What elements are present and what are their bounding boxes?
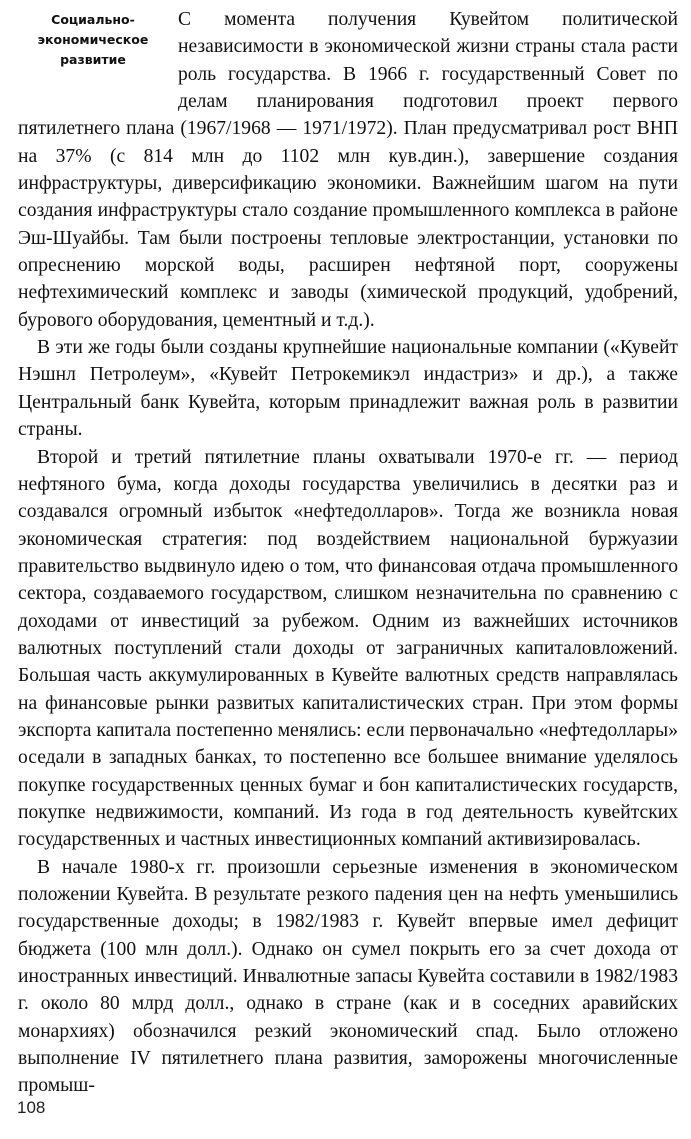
page-content xyxy=(18,6,678,1100)
body-paragraph: Второй и третий пятилетние планы охватывали 1970-е гг. — период нефтяного бума, когда доходы государства увеличились в десятки раз и создавался огромный избыток «нефтедолларов». Тогда же возникла новая экономическая стратегия: под воздействием национальной буржуазии правительство выдвинуло идею о том, что финансовая отдача промышленного сектора, создаваемого государством, слишком незначительна по сравнению с доходами от инвестиций за рубежом. Одним из важнейших источников валютных поступлений стали доходы от заграничных капиталовложений. Большая часть аккумулированных в Кувейте валютных средств направлялась на финансовые рынки развитых капиталистических стран. При этом формы экспорта капитала постепенно менялись: если первоначально «нефтедоллары» оседали в западных банках, то постепенно все большее внимание уделялось покупке государственных ценных бумаг и бон капиталистических государств, покупке недвижимости, компаний. Из года в год деятельность кувейтских государственных и частных инвестиционных компаний активизировалась. xyxy=(18,446,678,851)
body-paragraph: С момента получения Кувейтом политической независимости в экономической жизни страны стала расти роль государства. В 1966 г. государственный Совет по делам планирования подготовил проект первого пятилетнего плана (1967/1968 — 1971/1972). План предусматривал рост ВНП на 37% (с 814 млн до 1102 млн кув.дин.), завершение создания инфраструктуры, диверсификацию экономики. Важнейшим шагом на пути создания инфраструктуры стало создание промышленного комплекса в районе Эш-Шуайбы. Там были построены тепловые электростанции, установки по опреснению морской воды, расширен нефтяной порт, сооружены нефтехимический комплекс и заводы (химической продукций, удобрений, бурового оборудования, цементный и т.д.). xyxy=(18,9,678,331)
body-paragraph: В начале 1980-х гг. произошли серьезные изменения в экономическом положении Кувейта. В результате резкого падения цен на нефть уменьшились государственные доходы; в 1982/1983 г. Кувейт впервые имел дефицит бюджета (100 млн долл.). Однако он сумел покрыть его за счет дохода от иностранных инвестиций. Инвалютные запасы Кувейта составили в 1982/1983 г. около 80 млрд долл., однако в стране (как и в соседних аравийских монархиях) обозначился резкий экономический спад. Было отложено выполнение IV пятилетнего плана развития, заморожены многочисленные промыш- xyxy=(18,856,678,1097)
body-paragraph: В эти же годы были созданы крупнейшие национальные компании («Кувейт Нэшнл Петролеум», «Кувейт Петрокемикэл индастриз» и др.), а также Центральный банк Кувейта, которым принадлежит важная роль в развитии страны. xyxy=(18,337,678,441)
page-number: 108 xyxy=(17,1098,46,1117)
section-heading-line: экономическое xyxy=(37,32,149,47)
section-heading xyxy=(18,10,168,100)
section-heading-line: развитие xyxy=(60,52,126,67)
section-heading-line: Социально- xyxy=(51,12,135,27)
